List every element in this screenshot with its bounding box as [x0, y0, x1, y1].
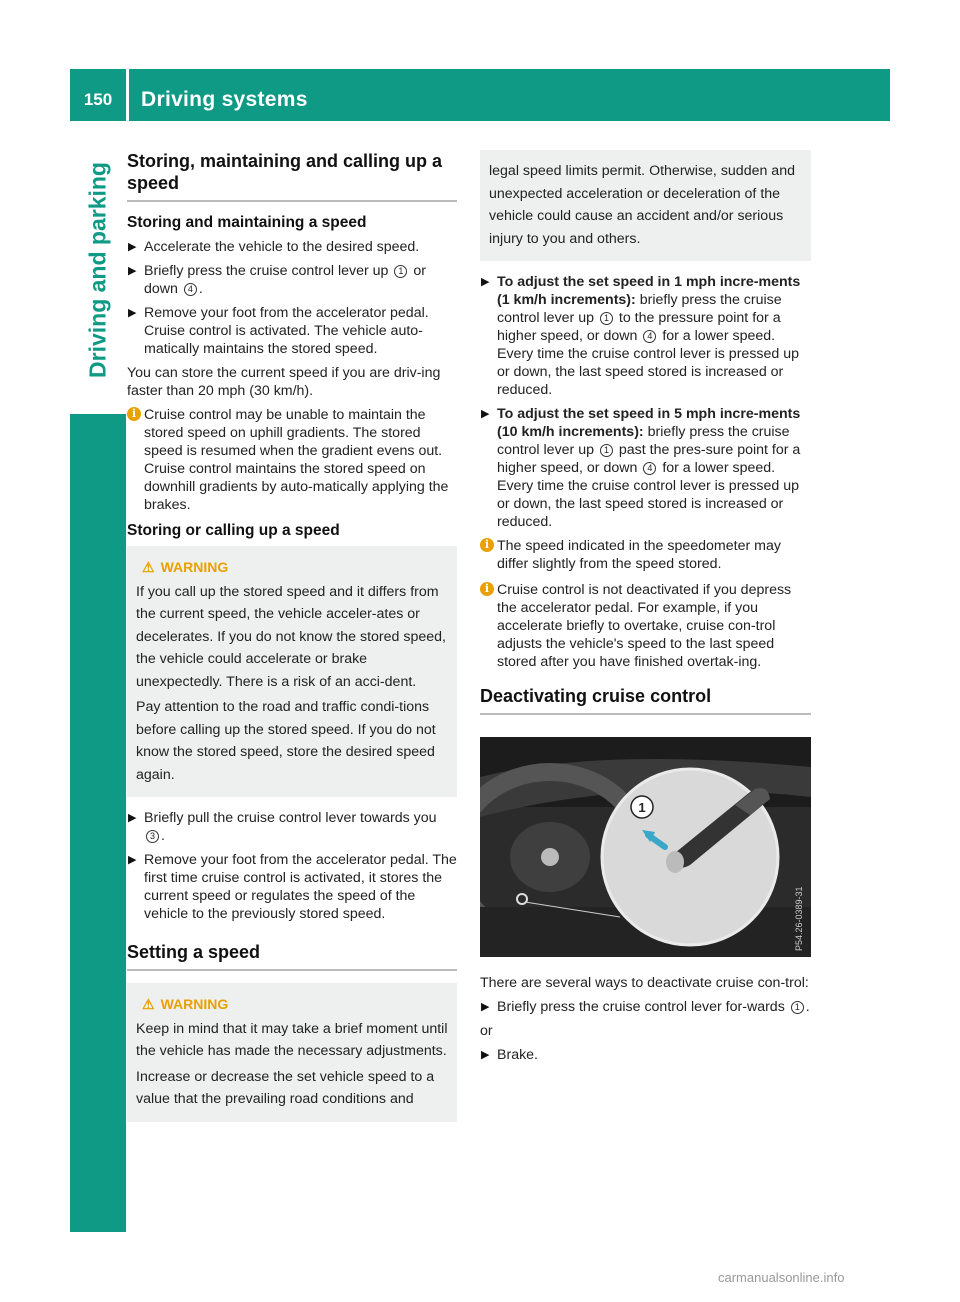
watermark: carmanualsonline.info: [718, 1270, 845, 1285]
warning-heading: [136, 993, 448, 1016]
step-text: .: [198, 281, 203, 297]
arrow-icon: ▶: [128, 812, 137, 824]
note-text: Cruise control may be unable to maintain the stored speed on uphill gradients. The stored speed is resumed when the gradient evens out. Cruise control maintains the stored speed on downhill gradients by auto-matically applying the brakes.: [144, 407, 449, 513]
step-heading: To adjust the set speed in 1 mph incre-ments (1 km/h increments):: [497, 274, 801, 308]
marker-1-icon: 1: [791, 1001, 804, 1014]
instruction-step: [480, 273, 811, 399]
instruction-step: [480, 405, 811, 531]
instruction-step: [480, 998, 811, 1016]
cruise-control-lever-illustration: [480, 737, 811, 957]
arrow-icon: ▶: [481, 1049, 490, 1061]
arrow-icon: ▶: [128, 854, 137, 866]
info-icon: i: [480, 538, 494, 552]
section-heading-setting: Setting a speed: [127, 941, 457, 971]
warning-triangle-icon: ⚠: [142, 559, 155, 575]
step-text: Every time the cruise control lever is pressed up or down, the last speed stored is increased or reduced.: [497, 478, 800, 530]
warning-text: Increase or decrease the set vehicle speed to a value that the prevailing road conditions and: [136, 1068, 435, 1107]
warning-text: Pay attention to the road and traffic condi-tions before calling up the stored speed. If you do not know the stored speed, store the desired speed again.: [136, 699, 436, 783]
instruction-step: [127, 304, 457, 358]
marker-4-icon: 4: [184, 283, 197, 296]
info-icon: i: [127, 407, 141, 421]
warning-text: If you call up the stored speed and it differs from the current speed, the vehicle acceler-ates or decelerates. If you do not know the stored speed, the vehicle could accelerate or brake unexpectedly. There is a risk of an acci-dent.: [136, 583, 446, 690]
info-note: [480, 581, 811, 671]
right-column: [480, 150, 811, 1070]
marker-4-icon: 4: [643, 462, 656, 475]
step-heading: To adjust the set speed in 5 mph incre-ments (10 km/h increments):: [497, 406, 801, 440]
marker-1-icon: 1: [394, 265, 407, 278]
section-heading-storing: Storing, maintaining and calling up a speed: [127, 150, 457, 202]
instruction-step: [127, 238, 457, 256]
warning-text: Keep in mind that it may take a brief moment until the vehicle has made the necessary adjustments.: [136, 1020, 448, 1059]
page-title: Driving systems: [141, 88, 308, 111]
marker-3-icon: 3: [146, 830, 159, 843]
callout-1: 1: [638, 800, 646, 815]
info-icon: i: [480, 582, 494, 596]
instruction-step: [127, 809, 457, 845]
arrow-icon: ▶: [481, 1001, 490, 1013]
instruction-step: [127, 262, 457, 298]
step-text: for a lower speed.: [662, 328, 776, 344]
image-code: P54.26-0389-31: [794, 886, 804, 951]
page-number: 150: [83, 90, 113, 109]
warning-heading: [136, 556, 448, 579]
warning-title: WARNING: [160, 996, 229, 1012]
section-tab: [70, 140, 126, 400]
note-text: The speed indicated in the speedometer may differ slightly from the speed stored.: [497, 538, 781, 572]
section-tab-block: [70, 414, 126, 1232]
marker-1-icon: 1: [600, 312, 613, 325]
instruction-step: [480, 1046, 811, 1064]
step-text: for a lower speed.: [662, 460, 776, 476]
info-note: [480, 537, 811, 573]
warning-box: [127, 546, 457, 797]
step-text: to the pressure point for a higher speed, or down: [497, 310, 781, 344]
header-divider: [126, 69, 129, 121]
step-text: Remove your foot from the accelerator pedal. Cruise control is activated. The vehicle auto-matically maintains the stored speed.: [144, 305, 429, 357]
arrow-icon: ▶: [128, 265, 137, 277]
paragraph-or: or: [480, 1023, 493, 1039]
section-tab-label: Driving and parking: [84, 162, 111, 378]
step-text: .: [805, 999, 810, 1015]
step-text: Accelerate the vehicle to the desired speed.: [144, 239, 420, 255]
warning-box: [127, 983, 457, 1122]
step-text: or down: [144, 263, 426, 297]
warning-triangle-icon: ⚠: [142, 996, 155, 1012]
arrow-icon: ▶: [481, 276, 490, 288]
arrow-icon: ▶: [481, 408, 490, 420]
step-text: briefly press the cruise control lever up: [497, 424, 790, 458]
step-text: Briefly pull the cruise control lever towards you: [144, 810, 437, 826]
subheading-storing-maintaining: Storing and maintaining a speed: [127, 214, 367, 231]
step-text: Every time the cruise control lever is pressed up or down, the last speed stored is increased or reduced.: [497, 346, 800, 398]
step-text: Briefly press the cruise control lever for-wards: [497, 999, 785, 1015]
step-text: .: [161, 828, 165, 844]
step-text: past the pres-sure point for a higher speed, or down: [497, 442, 801, 476]
section-heading-deactivating: Deactivating cruise control: [480, 685, 811, 715]
marker-1-icon: 1: [600, 444, 613, 457]
subheading-storing-calling: Storing or calling up a speed: [127, 522, 340, 539]
left-column: [127, 150, 457, 1134]
step-text: Brake.: [497, 1047, 539, 1063]
arrow-icon: ▶: [128, 241, 137, 253]
instruction-step: [127, 851, 457, 923]
marker-4-icon: 4: [643, 330, 656, 343]
warning-box-continued: [480, 150, 811, 261]
note-text: Cruise control is not deactivated if you depress the accelerator pedal. For example, if you accelerate briefly to overtake, cruise con-trol adjusts the vehicle's speed to the last speed stored after you have finished overtak-ing.: [497, 582, 792, 670]
paragraph: You can store the current speed if you are driv-ing faster than 20 mph (30 km/h).: [127, 365, 441, 399]
warning-title: WARNING: [160, 559, 229, 575]
warning-text: legal speed limits permit. Otherwise, sudden and unexpected acceleration or deceleration of the vehicle could cause an accident and/or serious injury to you and others.: [489, 163, 795, 247]
step-text: Briefly press the cruise control lever up: [144, 263, 389, 279]
arrow-icon: ▶: [128, 307, 137, 319]
paragraph: There are several ways to deactivate cruise con-trol:: [480, 975, 809, 991]
step-text: Remove your foot from the accelerator pedal. The first time cruise control is activated, it stores the current speed or regulates the speed of the vehicle to the previously stored speed.: [144, 852, 457, 922]
step-text: briefly press the cruise control lever up: [497, 292, 782, 326]
info-note: [127, 406, 457, 514]
